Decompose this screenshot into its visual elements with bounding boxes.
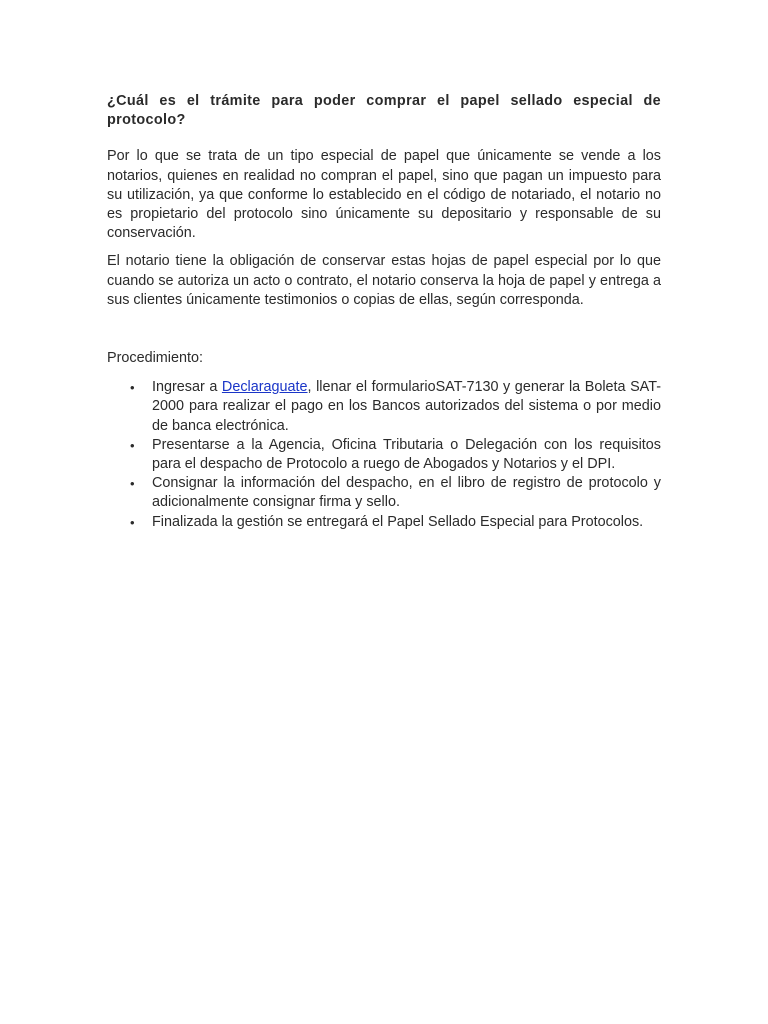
- step-1-text-after: , llenar el formularioSAT-7130 y generar la Boleta SAT-2000 para realizar el pago en los Bancos autorizados del sistema o por medio de banca electrónica.: [152, 379, 661, 434]
- bullet-icon: •: [130, 380, 135, 396]
- list-item-step-1: [107, 378, 661, 436]
- list-item-step-2: [107, 436, 661, 474]
- document-title: ¿Cuál es el trámite para poder comprar el papel sellado especial de protocolo?: [107, 93, 661, 129]
- step-2-text: Presentarse a la Agencia, Oficina Tributaria o Delegación con los requisitos para el despacho de Protocolo a ruego de Abogados y Notarios y el DPI.: [152, 436, 661, 473]
- list-item-step-4: [107, 513, 661, 532]
- document-page: [107, 92, 661, 532]
- list-item-step-3: [107, 474, 661, 512]
- procedure-heading: Procedimiento:: [107, 350, 203, 367]
- step-3-text: Consignar la información del despacho, en el libro de registro de protocolo y adicionalmente consignar firma y sello.: [152, 475, 661, 511]
- paragraph-1: Por lo que se trata de un tipo especial de papel que únicamente se vende a los notarios, quienes en realidad no compran el papel, sino que pagan un impuesto para su utilización, ya que conforme lo establecido en el código de notariado, el notario no es propietario del protocolo sino únicamente su depositario y responsable de su conservación.: [107, 148, 661, 242]
- declaraguate-link[interactable]: Declaraguate: [221, 379, 308, 396]
- bullet-icon: •: [130, 437, 135, 453]
- step-4-text: Finalizada la gestión se entregará el Papel Sellado Especial para Protocolos.: [152, 513, 644, 530]
- bullet-icon: •: [130, 514, 135, 530]
- bullet-icon: •: [130, 476, 135, 492]
- paragraph-2: El notario tiene la obligación de conservar estas hojas de papel especial por lo que cuando se autoriza un acto o contrato, el notario conserva la hoja de papel y entrega a sus clientes únicamente testimonios o copias de ellas, según corresponda.: [107, 253, 661, 308]
- step-1-text-before: Ingresar a: [152, 379, 222, 396]
- procedure-list: [107, 378, 661, 532]
